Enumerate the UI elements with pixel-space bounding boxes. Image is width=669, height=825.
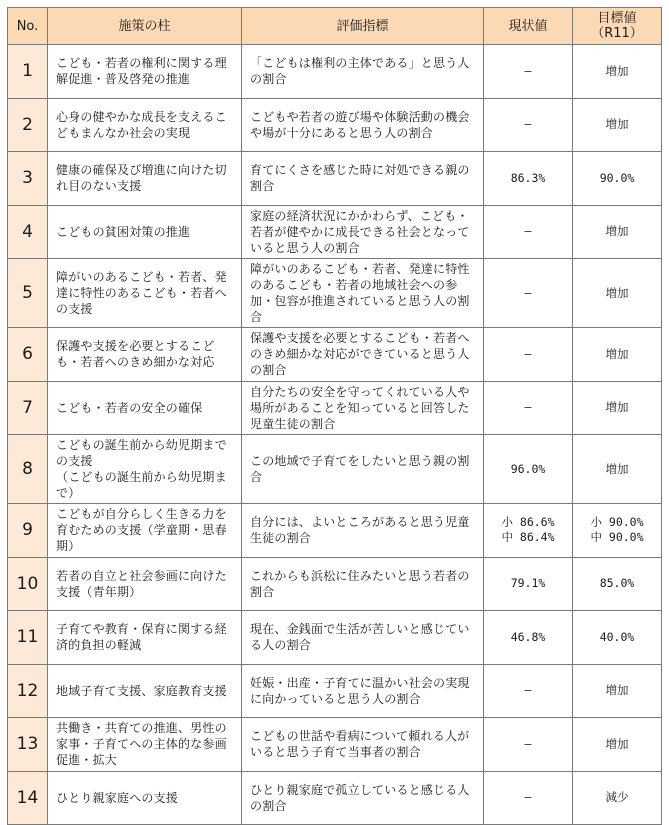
table-row [8,611,662,665]
target-value-cell: 増加 [573,98,662,152]
current-value-cell: ― [484,771,573,825]
evaluation-indicator-table [7,7,662,825]
target-value-cell: 増加 [573,381,662,435]
row-number: 10 [8,557,48,611]
row-number: 7 [8,381,48,435]
pillar-cell: こども・若者の権利に関する理解促進・普及啓発の推進 [48,45,242,99]
target-value-line: 小 90.0% [590,515,644,530]
target-value-cell: 90.0% [573,152,662,206]
row-number: 11 [8,611,48,665]
indicator-cell: この地域で子育てをしたいと思う親の割合 [242,435,484,504]
target-value-cell [573,504,662,558]
row-number: 1 [8,45,48,99]
table-row [8,771,662,825]
target-value-cell: 増加 [573,259,662,328]
table-row [8,435,662,504]
pillar-cell: 共働き・共育ての推進、男性の家事・子育てへの主体的な参画促進・拡大 [48,718,242,772]
table-row [8,381,662,435]
target-value-cell: 増加 [573,45,662,99]
target-value-cell: 85.0% [573,557,662,611]
target-value-cell: 40.0% [573,611,662,665]
current-value-cell [484,504,573,558]
row-number: 5 [8,259,48,328]
table-row [8,98,662,152]
pillar-cell: こどもが自分らしく生きる力を育むための支援（学童期・思春期） [48,504,242,558]
indicator-cell: 現在、金銭面で生活が苦しいと感じている人の割合 [242,611,484,665]
indicator-cell: こどもの世話や看病について頼れる人がいると思う子育て当事者の割合 [242,718,484,772]
indicator-cell: 家庭の経済状況にかかわらず、こども・若者が健やかに成長できる社会となっていると思う人の割合 [242,205,484,259]
pillar-cell: 子育てや教育・保育に関する経済的負担の軽減 [48,611,242,665]
target-value-cell: 増加 [573,664,662,718]
target-value-cell: 増加 [573,328,662,382]
target-value-cell: 増加 [573,435,662,504]
pillar-line: （こどもの誕生前から幼児期まで） [56,470,227,500]
current-value-line: 小 86.6% [501,515,555,530]
row-number: 4 [8,205,48,259]
indicator-cell: 「こどもは権利の主体である」と思う人の割合 [242,45,484,99]
row-number: 9 [8,504,48,558]
table-row [8,718,662,772]
pillar-cell: 地域子育て支援、家庭教育支援 [48,664,242,718]
pillar-cell: こども・若者の安全の確保 [48,381,242,435]
row-number: 8 [8,435,48,504]
table-row [8,664,662,718]
table-row [8,205,662,259]
table-row [8,152,662,206]
pillar-line: こどもの誕生前から幼児期までの支援 [56,438,227,468]
row-number: 14 [8,771,48,825]
row-number: 3 [8,152,48,206]
indicator-cell: これからも浜松に住みたいと思う若者の割合 [242,557,484,611]
current-value-cell: ― [484,205,573,259]
indicator-cell: 妊娠・出産・子育てに温かい社会の実現に向かっていると思う人の割合 [242,664,484,718]
target-value-line: 中 90.0% [590,530,644,545]
header-target-label: 目標値 [597,11,637,26]
indicator-cell: ひとり親家庭で孤立していると感じる人の割合 [242,771,484,825]
pillar-cell: 保護や支援を必要とするこども・若者へのきめ細かな対応 [48,328,242,382]
table-row [8,259,662,328]
header-indicator: 評価指標 [242,8,484,45]
current-value-cell: ― [484,259,573,328]
table-row [8,504,662,558]
header-no: No. [8,8,48,45]
indicator-cell: こどもや若者の遊び場や体験活動の機会や場が十分にあると思う人の割合 [242,98,484,152]
indicator-cell: 保護や支援を必要とするこども・若者へのきめ細かな対応ができていると思う人の割合 [242,328,484,382]
table-row [8,45,662,99]
header-target [573,8,662,45]
pillar-cell: こどもの貧困対策の推進 [48,205,242,259]
current-value-cell: 46.8% [484,611,573,665]
current-value-cell: 86.3% [484,152,573,206]
row-number: 13 [8,718,48,772]
pillar-cell: 障がいのあるこども・若者、発達に特性のあるこども・若者への支援 [48,259,242,328]
indicator-cell: 障がいのあるこども・若者、発達に特性のあるこども・若者の地域社会への参加・包容が推進されていると思う人の割合 [242,259,484,328]
pillar-cell: 心身の健やかな成長を支えるこどもまんなか社会の実現 [48,98,242,152]
current-value-cell: ― [484,45,573,99]
current-value-cell: ― [484,98,573,152]
current-value-line: 中 86.4% [501,530,555,545]
header-current: 現状値 [484,8,573,45]
row-number: 2 [8,98,48,152]
target-value-cell: 増加 [573,718,662,772]
row-number: 12 [8,664,48,718]
indicator-cell: 育てにくさを感じた時に対処できる親の割合 [242,152,484,206]
table-header-row [8,8,662,45]
current-value-cell: 96.0% [484,435,573,504]
indicator-cell: 自分たちの安全を守ってくれている人や場所があることを知っていると回答した児童生徒の割合 [242,381,484,435]
target-value-cell: 減少 [573,771,662,825]
pillar-cell: 健康の確保及び増進に向けた切れ目のない支援 [48,152,242,206]
header-pillar: 施策の柱 [48,8,242,45]
current-value-cell: ― [484,664,573,718]
current-value-cell: ― [484,718,573,772]
row-number: 6 [8,328,48,382]
indicator-cell: 自分には、よいところがあると思う児童生徒の割合 [242,504,484,558]
header-target-year: （R11） [591,26,643,41]
table-row [8,328,662,382]
pillar-cell: 若者の自立と社会参画に向けた支援（青年期） [48,557,242,611]
pillar-cell: ひとり親家庭への支援 [48,771,242,825]
target-value-cell: 増加 [573,205,662,259]
current-value-cell: ― [484,381,573,435]
pillar-cell [48,435,242,504]
current-value-cell: ― [484,328,573,382]
table-row [8,557,662,611]
current-value-cell: 79.1% [484,557,573,611]
